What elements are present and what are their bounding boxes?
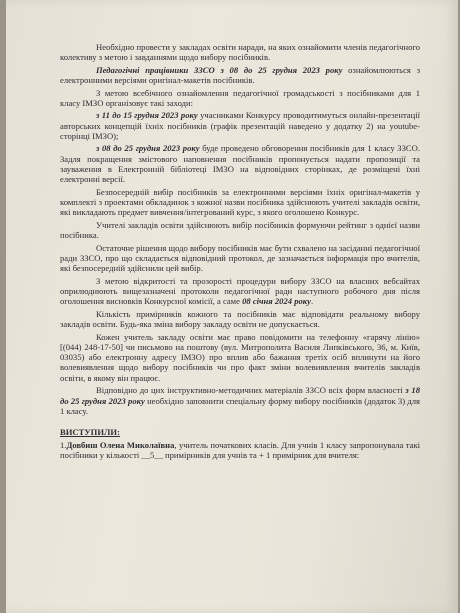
- paragraph-4: з 11 до 15 грудня 2023 року учасниками Конкурсу проводитимуться онлайн-презентації авторських концепцій їхніх посібників (графік презентацій наведено у додатку 2) на youtube-сторінці ІМЗО);: [60, 110, 420, 141]
- paragraph-11: Кожен учитель закладу освіти має право повідомити на телефонну «гарячу лінію» [(044) 248-17-50] чи письмово на поштову (вул. Митрополита Василя Липківського, 36, м. Київ, 03035) або електронну адресу ІМЗО) про вплив або бажання третіх осіб вплинути на його волевиявлення щодо вибору посібників чи про факт зміни волевиявлення вчителів закладів освіти, в якому він працює.: [60, 331, 420, 383]
- date-highlight: з 08 до 25 грудня 2023 року: [96, 143, 200, 154]
- date-highlight: з 11 до 15 грудня 2023 року: [96, 110, 198, 121]
- paragraph-2: Педагогічні працівники ЗЗСО з 08 до 25 грудня 2023 року ознайомлюються з електронними версіями оригінал-макетів посібників.: [60, 64, 420, 86]
- quantity-blank: __5__: [141, 450, 163, 461]
- date-highlight: Педагогічні працівники ЗЗСО з 08 до 25 грудня 2023 року: [96, 64, 343, 75]
- paragraph-1: Необхідно провести у закладах освіти наради, на яких ознайомити членів педагогічного колективу з метою і завданнями щодо вибору посібників.: [60, 42, 420, 63]
- paragraph-7: Учителі закладів освіти здійснюють вибір посібників формуючи рейтинг з однієї назви посібника.: [60, 219, 420, 241]
- paragraph-8: Остаточне рішення щодо вибору посібників має бути схвалено на засіданні педагогічної ради ЗЗСО, про що складається відповідний протокол, де зазначається інформація про вчителів, які безпосередній здійснили цей вибір.: [60, 242, 420, 274]
- paragraph-12: Відповідно до цих інструктивно-методичних матеріалів ЗЗСО всіх форм власності з 18 до 25 грудня 2023 року необхідно заповнити спеціальну форму вибору посібників (додаток 3) для 1 класу.: [60, 385, 420, 416]
- paragraph-3: З метою всебічного ознайомлення педагогічної громадськості з посібниками для 1 класу ІМЗО організовує такі заходи:: [60, 87, 420, 108]
- paragraph-5: з 08 до 25 грудня 2023 року буде проведено обговорення посібників для 1 класу ЗЗСО. Задля покращення змістового наповнення посібників пропонується надати пропозиції та зауваження в Електронній бібліотеці ІМЗО на відповідних сторінках, де розміщені їхні електронні версії.: [60, 143, 420, 185]
- paragraph-9: З метою відкритості та прозорості процедури вибору ЗЗСО на власних вебсайтах оприлюднюють вищезазначені протоколи педагогічної ради наступного робочого дня після оголошення висновків Конкурсної комісії, а саме 08 січня 2024 року.: [60, 275, 420, 307]
- document-page: [6, 0, 458, 613]
- paragraph-6: Безпосередній вибір посібників за електронними версіями їхніх оригінал-макетів у комплекті з проектами обкладинок з кожної назви посібника здійснюють учителі закладів освіти, які викладають предмет вивчення/інтегрований курс, з якого оголошено Конкурс.: [60, 186, 420, 218]
- speaker-name: Довбиш Олена Миколаївна: [66, 439, 175, 450]
- paragraph-10: Кількість примірників кожного та посібників має відповідати реальному вибору закладів освіти. Будь-яка зміна вибору закладу освіти не допускається.: [60, 308, 420, 330]
- date-highlight: 08 січня 2024 року: [242, 296, 311, 307]
- section-heading: ВИСТУПИЛИ:: [60, 427, 120, 438]
- date-highlight: з 18 до 25 грудня 2023 року: [60, 385, 420, 406]
- document-body: [60, 42, 420, 463]
- paragraph-13: 1.Довбиш Олена Миколаївна, учитель початкових класів. Для учнів 1 класу запропонувала такі посібники у кількості __5__ примірників для учнів та + 1 примірник для вчителя:: [60, 439, 421, 461]
